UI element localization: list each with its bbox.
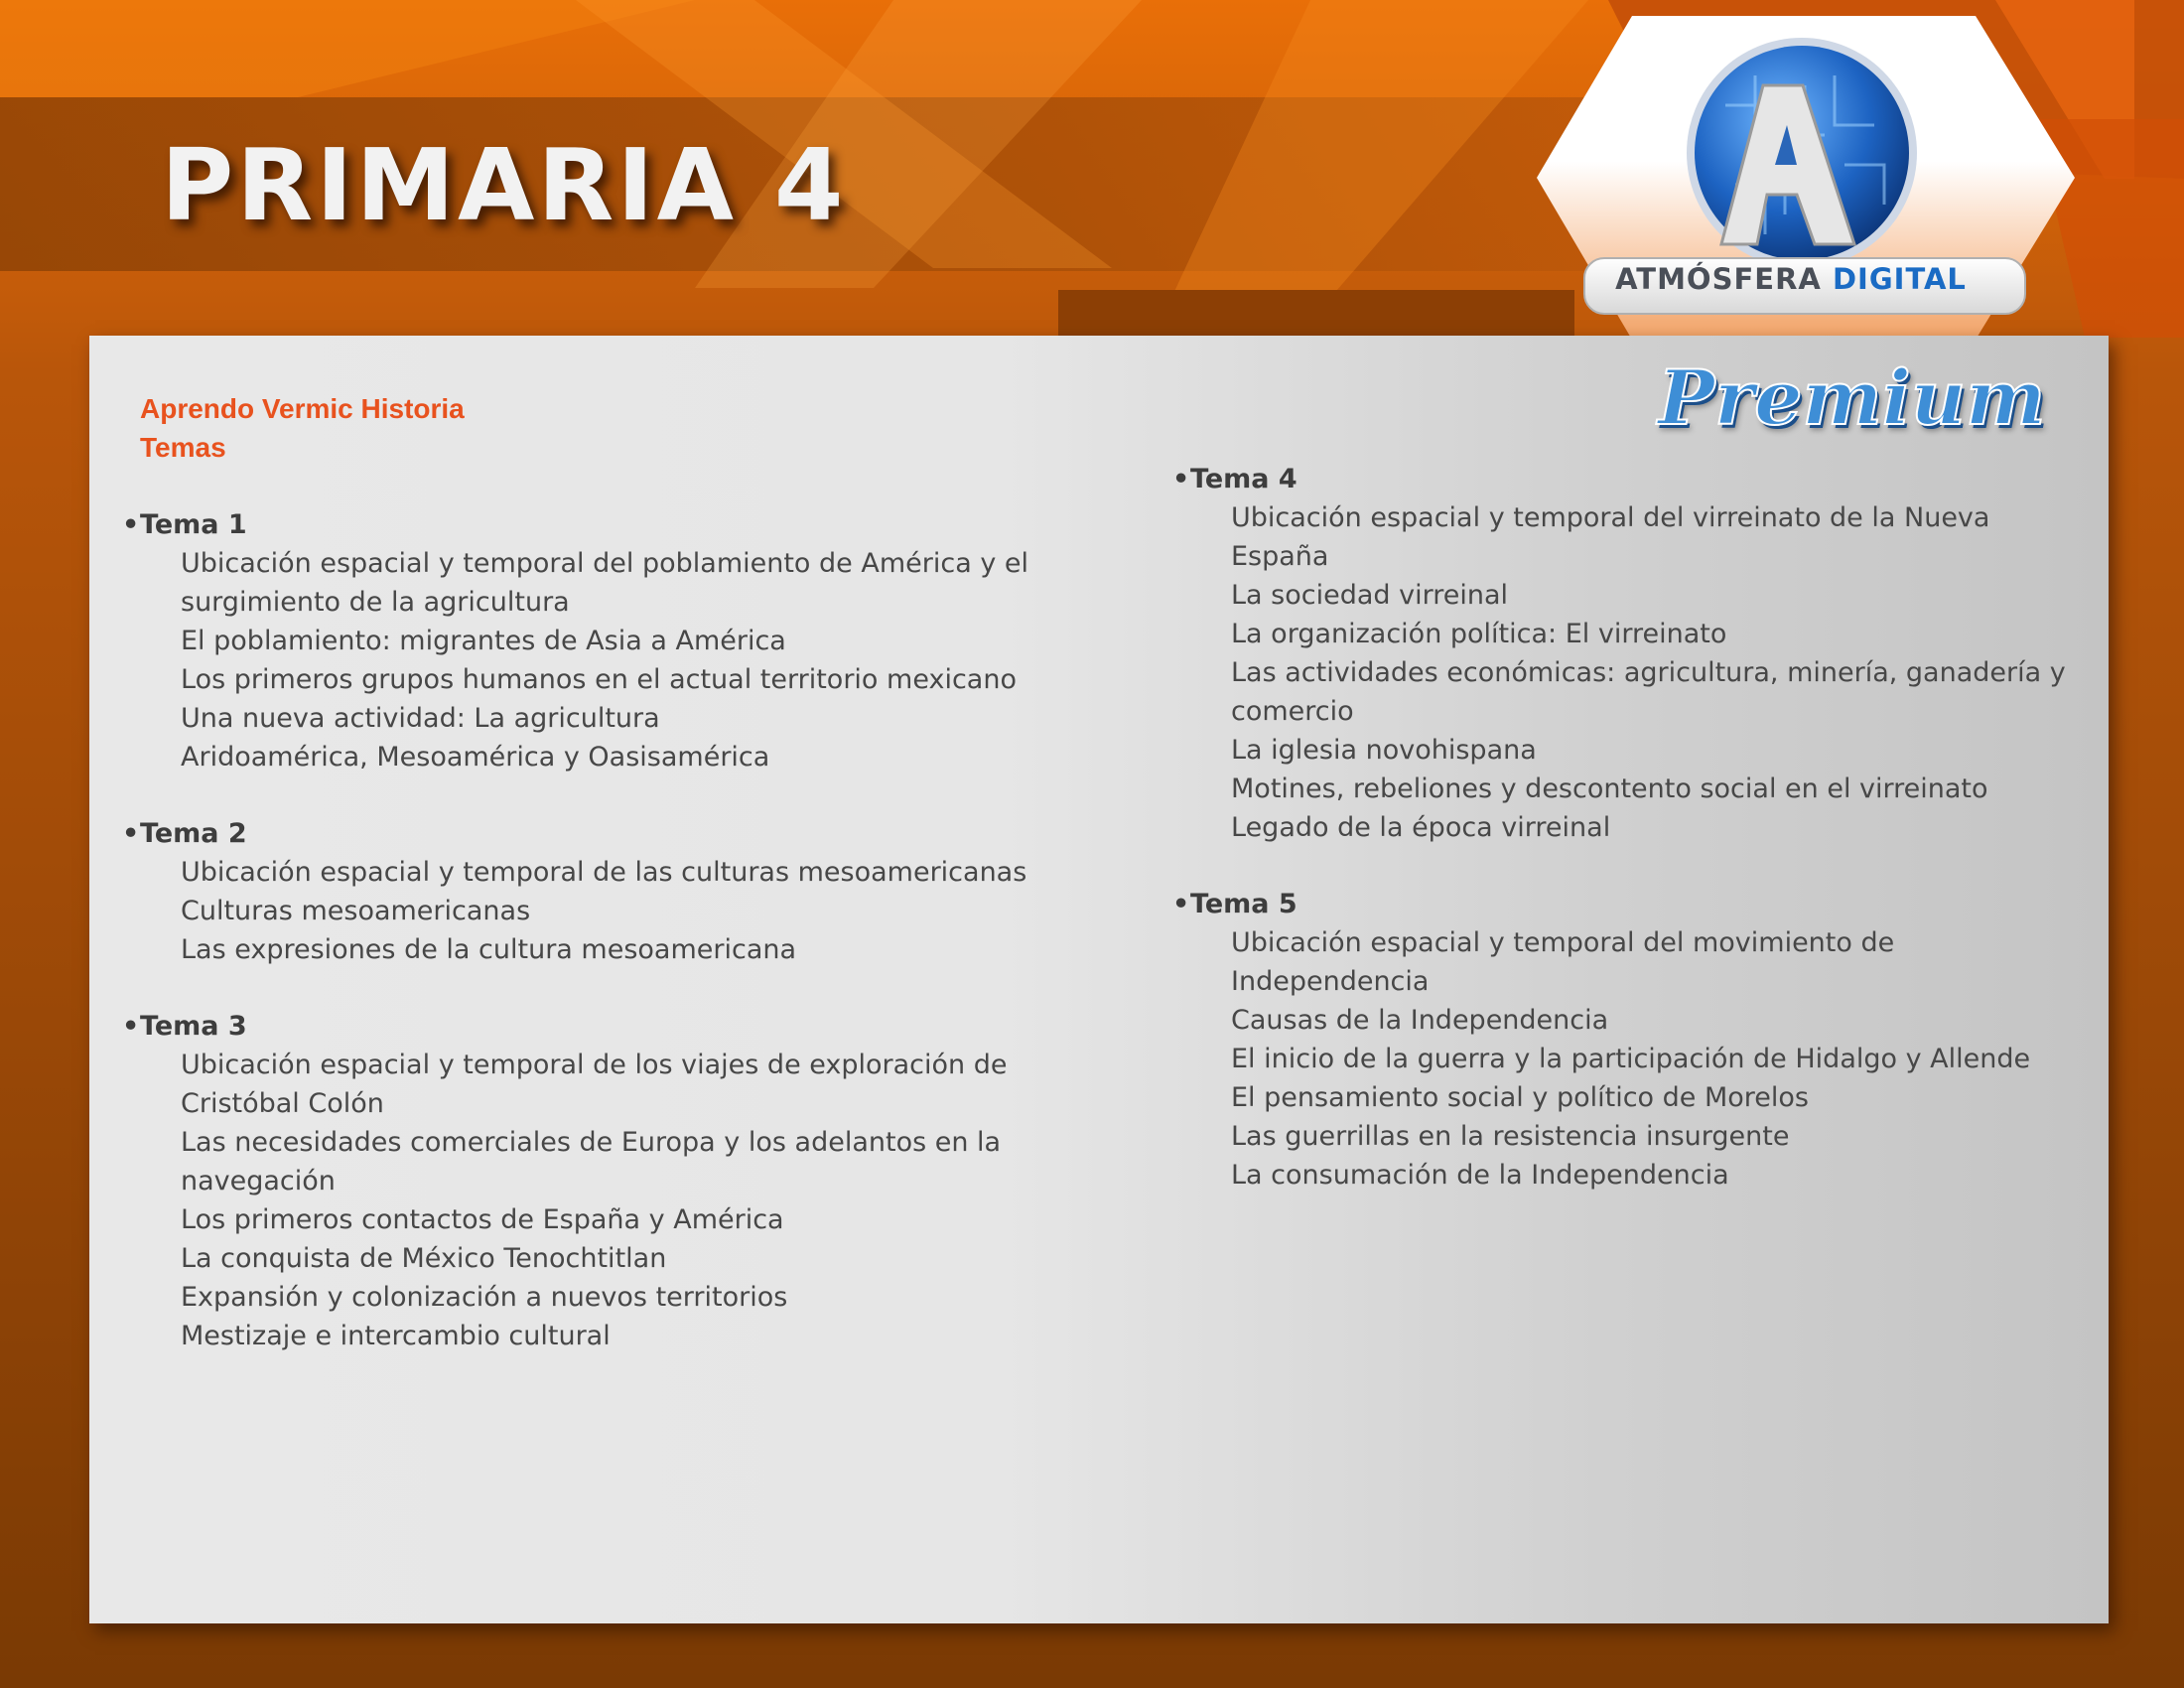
brand-label-part1: ATMÓSFERA (1615, 262, 1822, 296)
topics-label: Temas (140, 432, 226, 463)
brand-label (1600, 260, 1981, 298)
premium-badge: Premium (1658, 353, 2046, 442)
list-item: La iglesia novohispana (1231, 735, 1537, 766)
tema-items (1172, 923, 2066, 1195)
page-title: PRIMARIA 4 (161, 127, 847, 243)
list-item: Las actividades económicas: agricultura, minería, ganadería y comercio (1231, 657, 2066, 727)
topics-left-column (122, 505, 1065, 1393)
tema-items (1172, 498, 2066, 847)
tema-3 (122, 1007, 1065, 1355)
list-item: Los primeros grupos humanos en el actual territorio mexicano (181, 664, 1017, 695)
list-item: Ubicación espacial y temporal del movimiento de Independencia (1231, 927, 1895, 997)
list-item: Las necesidades comerciales de Europa y los adelantos en la navegación (181, 1127, 1002, 1196)
list-item: El poblamiento: migrantes de Asia a América (181, 626, 786, 656)
list-item: Aridoamérica, Mesoamérica y Oasisamérica (181, 742, 770, 773)
tema-title: •Tema 5 (1172, 889, 1297, 919)
tema-title: •Tema 4 (1172, 464, 1297, 494)
list-item: Mestizaje e intercambio cultural (181, 1321, 611, 1351)
list-item: El pensamiento social y político de Morelos (1231, 1082, 1810, 1113)
topics-right-column (1172, 460, 2066, 1232)
tema-items (122, 544, 1065, 776)
list-item: La conquista de México Tenochtitlan (181, 1243, 667, 1274)
list-item: Ubicación espacial y temporal del poblamiento de América y el surgimiento de la agricultura (181, 548, 1028, 618)
list-item: Las expresiones de la cultura mesoamericana (181, 934, 797, 965)
tema-title: •Tema 1 (122, 509, 247, 540)
list-item: Una nueva actividad: La agricultura (181, 703, 660, 734)
list-item: Culturas mesoamericanas (181, 896, 531, 926)
list-item: Ubicación espacial y temporal de las culturas mesoamericanas (181, 857, 1027, 888)
tema-4 (1172, 460, 2066, 847)
list-item: La consumación de la Independencia (1231, 1160, 1729, 1191)
list-item: El inicio de la guerra y la participación de Hidalgo y Allende (1231, 1044, 2031, 1074)
tema-title: •Tema 2 (122, 818, 247, 849)
tema-items (122, 1046, 1065, 1355)
list-item: Ubicación espacial y temporal de los viajes de exploración de Cristóbal Colón (181, 1050, 1008, 1119)
list-item: Motines, rebeliones y descontento social en el virreinato (1231, 774, 1988, 804)
list-item: Causas de la Independencia (1231, 1005, 1609, 1036)
tema-title: •Tema 3 (122, 1011, 247, 1042)
tema-2 (122, 814, 1065, 969)
list-item: Expansión y colonización a nuevos territorios (181, 1282, 788, 1313)
tema-items (122, 853, 1065, 969)
list-item: La organización política: El virreinato (1231, 619, 1727, 649)
list-item: Los primeros contactos de España y América (181, 1204, 784, 1235)
tema-1 (122, 505, 1065, 776)
section-heading (140, 389, 465, 467)
tema-5 (1172, 885, 2066, 1195)
list-item: Legado de la época virreinal (1231, 812, 1611, 843)
list-item: Las guerrillas en la resistencia insurgente (1231, 1121, 1790, 1152)
brand-label-part2: DIGITAL (1832, 262, 1967, 296)
subject-title: Aprendo Vermic Historia (140, 393, 465, 424)
list-item: Ubicación espacial y temporal del virreinato de la Nueva España (1231, 502, 1990, 572)
list-item: La sociedad virreinal (1231, 580, 1509, 611)
